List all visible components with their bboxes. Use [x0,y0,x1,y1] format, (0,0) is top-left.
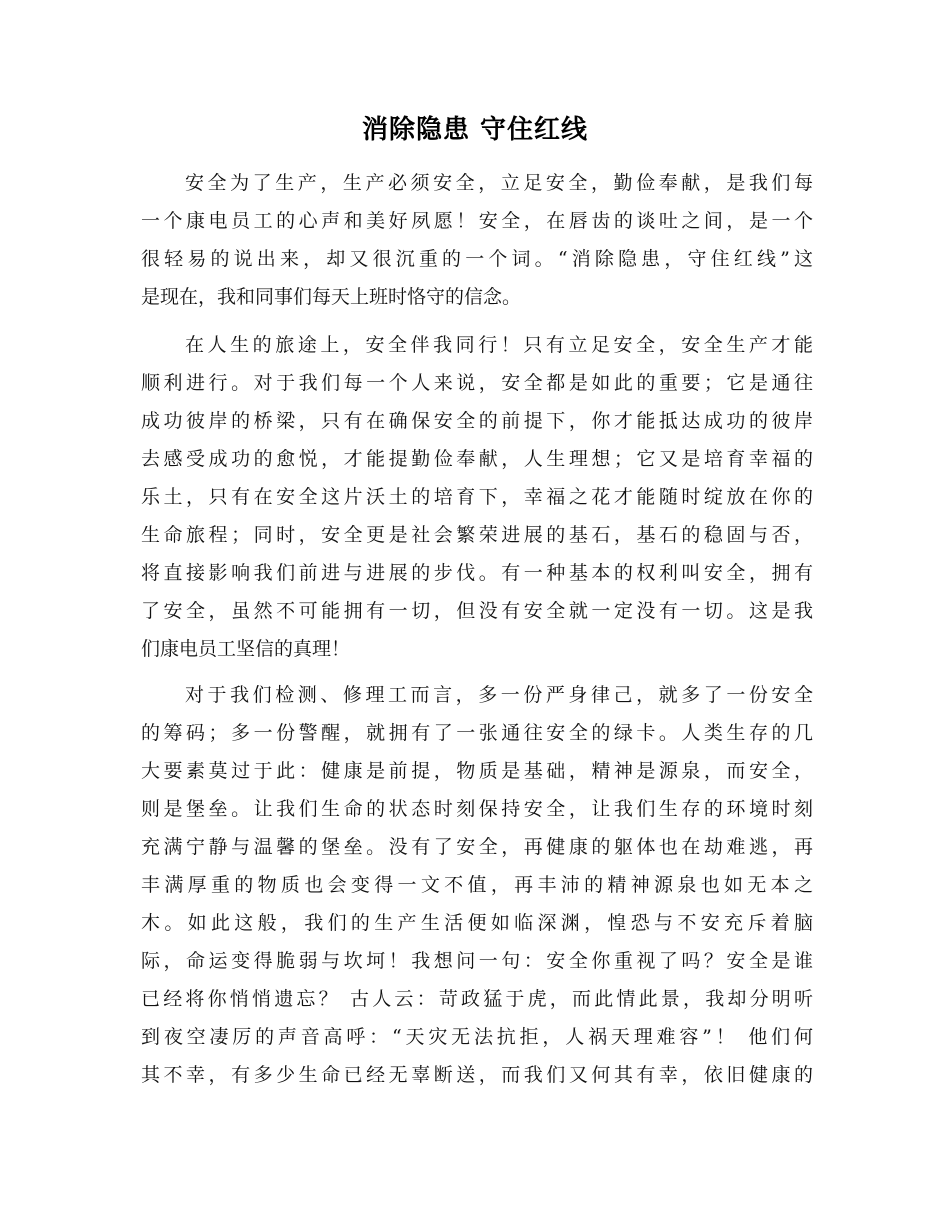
paragraph-line: 际，命运变得脆弱与坎坷！我想问一句：安全你重视了吗？安全是谁 [141,950,813,972]
paragraph-line: 安全为了生产，生产必须安全，立足安全，勤俭奉献，是我们每 [185,172,813,194]
paragraph-3 [141,676,813,1094]
paragraph-2 [141,326,813,668]
paragraph-line: 已经将你悄悄遗忘？ 古人云：苛政猛于虎，而此情此景，我却分明听 [141,988,813,1010]
paragraph-line: 是现在，我和同事们每天上班时恪守的信念。 [141,286,522,308]
paragraph-line: 很轻易的说出来，却又很沉重的一个词。“消除隐患，守住红线”这 [141,248,813,270]
paragraph-line: 其不幸，有多少生命已经无辜断送，而我们又何其有幸，依旧健康的 [141,1064,813,1086]
paragraph-line: 对于我们检测、修理工而言，多一份严身律己，就多了一份安全 [185,684,813,706]
paragraph-line: 生命旅程；同时，安全更是社会繁荣进展的基石，基石的稳固与否， [141,524,813,546]
paragraph-line: 将直接影响我们前进与进展的步伐。有一种基本的权利叫安全，拥有 [141,562,813,584]
paragraph-line: 们康电员工坚信的真理！ [141,638,351,660]
paragraph-line: 去感受成功的愈悦，才能提勤俭奉献，人生理想；它又是培育幸福的 [141,448,813,470]
paragraph-line: 大要素莫过于此：健康是前提，物质是基础，精神是源泉，而安全， [141,760,813,782]
paragraph-line: 一个康电员工的心声和美好夙愿！安全，在唇齿的谈吐之间，是一个 [141,210,813,232]
paragraph-line: 乐土，只有在安全这片沃土的培育下，幸福之花才能随时绽放在你的 [141,486,813,508]
paragraph-line: 了安全，虽然不可能拥有一切，但没有安全就一定没有一切。这是我 [141,600,813,622]
paragraph-line: 的筹码；多一份警醒，就拥有了一张通往安全的绿卡。人类生存的几 [141,722,813,744]
paragraph-line: 成功彼岸的桥梁，只有在确保安全的前提下，你才能抵达成功的彼岸 [141,410,813,432]
paragraph-line: 木。如此这般，我们的生产生活便如临深渊，惶恐与不安充斥着脑 [141,912,813,934]
paragraph-line: 在人生的旅途上，安全伴我同行！只有立足安全，安全生产才能 [185,334,813,356]
paragraph-line: 丰满厚重的物质也会变得一文不值，再丰沛的精神源泉也如无本之 [141,874,813,896]
paragraph-line: 则是堡垒。让我们生命的状态时刻保持安全，让我们生存的环境时刻 [141,798,813,820]
document-title: 消除隐患 守住红线 [361,115,589,145]
paragraph-line: 到夜空凄厉的声音高呼：“天灾无法抗拒，人祸天理难容”！ 他们何 [141,1026,813,1048]
paragraph-line: 充满宁静与温馨的堡垒。没有了安全，再健康的躯体也在劫难逃，再 [141,836,813,858]
paragraph-line: 顺利进行。对于我们每一个人来说，安全都是如此的重要；它是通往 [141,372,813,394]
paragraph-1 [141,164,813,316]
